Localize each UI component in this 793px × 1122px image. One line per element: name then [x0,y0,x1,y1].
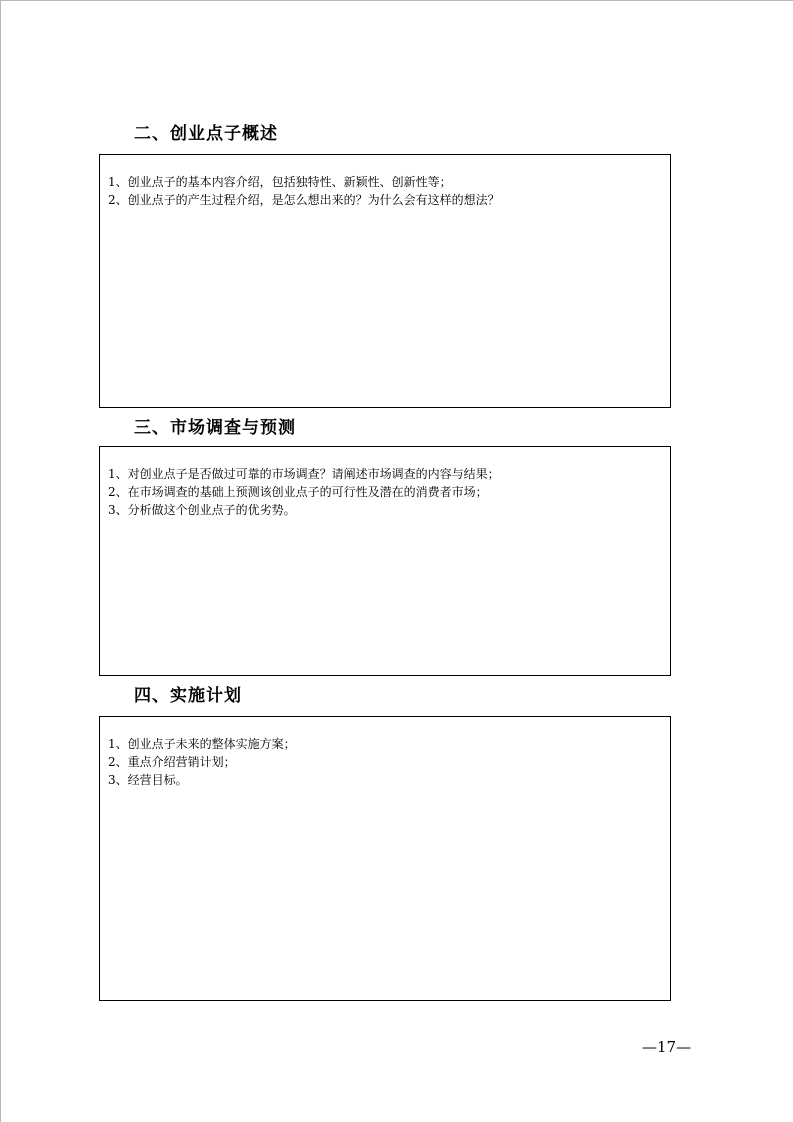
section-box-overview [99,154,671,408]
list-item: 2、重点介绍营销计划； [108,755,236,769]
list-item: 3、分析做这个创业点子的优劣势。 [108,503,296,517]
page-edge-top [0,0,793,1]
list-item: 2、创业点子的产生过程介绍，是怎么想出来的？为什么会有这样的想法？ [108,193,500,207]
section-box-plan [99,716,671,1001]
page-number: —17— [642,1038,692,1056]
section-items-overview [108,173,500,209]
list-item: 1、创业点子未来的整体实施方案； [108,737,296,751]
section-items-plan [108,735,296,789]
list-item: 2、在市场调查的基础上预测该创业点子的可行性及潜在的消费者市场； [108,485,488,499]
section-heading-plan: 四、实施计划 [134,686,242,706]
page-edge-left [0,0,1,1122]
list-item: 3、经营目标。 [108,773,188,787]
section-heading-market: 三、市场调查与预测 [134,418,296,438]
list-item: 1、创业点子的基本内容介绍，包括独特性、新颖性、创新性等； [108,175,452,189]
list-item: 1、对创业点子是否做过可靠的市场调查？请阐述市场调查的内容与结果； [108,467,500,481]
section-items-market [108,465,500,519]
section-heading-overview: 二、创业点子概述 [134,124,278,144]
section-box-market [99,446,671,676]
